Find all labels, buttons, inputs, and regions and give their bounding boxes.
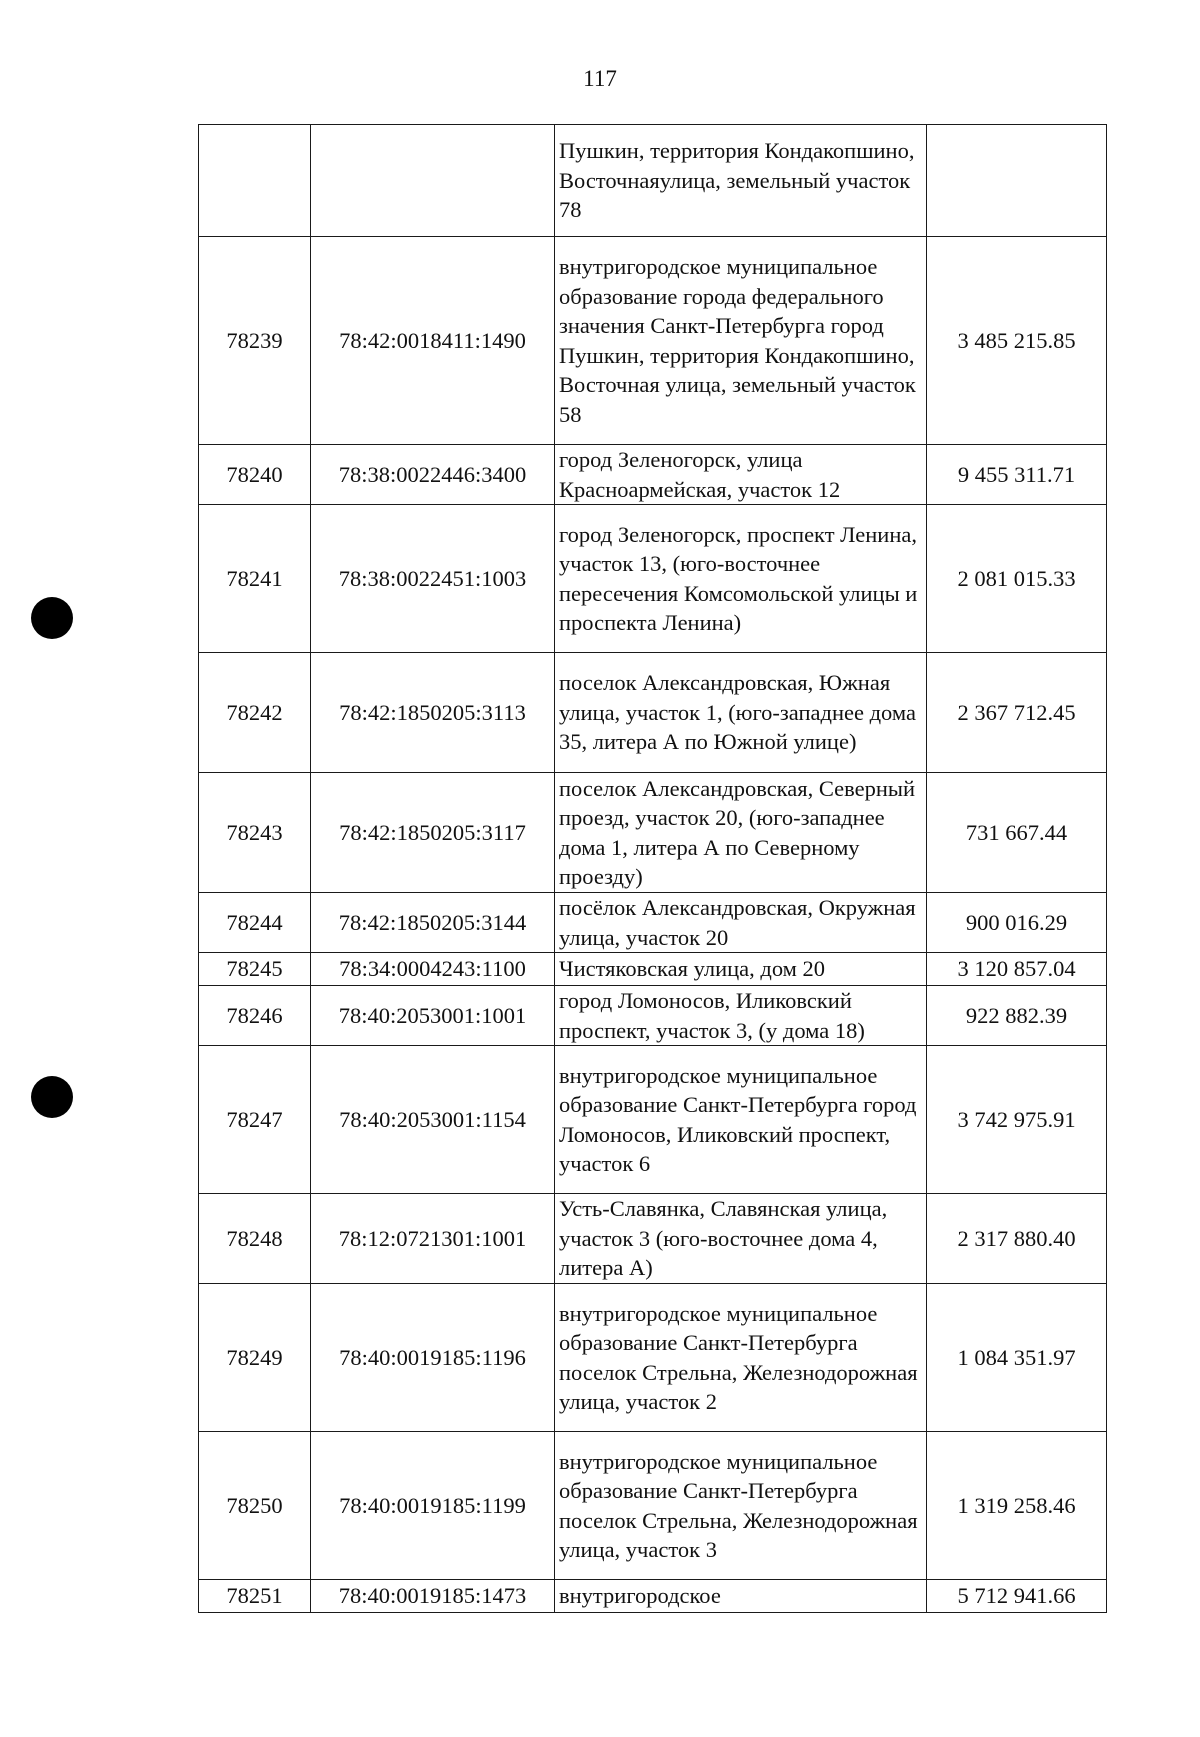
punch-hole [31, 1076, 73, 1118]
cadastral-value-table [198, 124, 1107, 1613]
cadastral-value [927, 125, 1107, 237]
cadastral-value: 9 455 311.71 [927, 445, 1107, 505]
address: внутригородское муниципальное образование города федерального значения Санкт-Петербурга город Пушкин, территория Кондакопшино, Восточная улица, земельный участок 58 [555, 237, 927, 445]
row-number: 78249 [199, 1284, 311, 1432]
cadastral-value: 3 485 215.85 [927, 237, 1107, 445]
address: поселок Александровская, Южная улица, участок 1, (юго-западнее дома 35, литера А по Южной улице) [555, 653, 927, 773]
address: Усть-Славянка, Славянская улица, участок 3 (юго-восточнее дома 4, литера А) [555, 1194, 927, 1284]
row-number: 78251 [199, 1580, 311, 1613]
row-number: 78245 [199, 953, 311, 986]
address: посёлок Александровская, Окружная улица, участок 20 [555, 893, 927, 953]
cadastral-value: 1 084 351.97 [927, 1284, 1107, 1432]
cadastral-number [311, 125, 555, 237]
row-number: 78241 [199, 505, 311, 653]
cadastral-value: 3 742 975.91 [927, 1046, 1107, 1194]
row-number: 78240 [199, 445, 311, 505]
table-row [199, 505, 1107, 653]
address: поселок Александровская, Северный проезд, участок 20, (юго-западнее дома 1, литера А по Северному проезду) [555, 773, 927, 893]
row-number: 78244 [199, 893, 311, 953]
table-row [199, 953, 1107, 986]
table-row [199, 125, 1107, 237]
table-row [199, 445, 1107, 505]
row-number: 78250 [199, 1432, 311, 1580]
table-row [199, 237, 1107, 445]
cadastral-number: 78:42:1850205:3117 [311, 773, 555, 893]
cadastral-number: 78:40:0019185:1196 [311, 1284, 555, 1432]
cadastral-value: 2 367 712.45 [927, 653, 1107, 773]
table-row [199, 1284, 1107, 1432]
cadastral-number: 78:40:2053001:1001 [311, 986, 555, 1046]
table-row [199, 1432, 1107, 1580]
row-number [199, 125, 311, 237]
table-row [199, 1046, 1107, 1194]
punch-hole [31, 597, 73, 639]
cadastral-number: 78:40:0019185:1199 [311, 1432, 555, 1580]
cadastral-number: 78:38:0022446:3400 [311, 445, 555, 505]
cadastral-number: 78:40:0019185:1473 [311, 1580, 555, 1613]
cadastral-number: 78:42:1850205:3144 [311, 893, 555, 953]
cadastral-value: 3 120 857.04 [927, 953, 1107, 986]
row-number: 78243 [199, 773, 311, 893]
table-row [199, 1580, 1107, 1613]
row-number: 78246 [199, 986, 311, 1046]
cadastral-value: 5 712 941.66 [927, 1580, 1107, 1613]
address: город Зеленогорск, улица Красноармейская, участок 12 [555, 445, 927, 505]
table-row [199, 773, 1107, 893]
table-row [199, 653, 1107, 773]
address: внутригородское муниципальное образование Санкт-Петербурга поселок Стрельна, Железнодорожная улица, участок 3 [555, 1432, 927, 1580]
table-row [199, 893, 1107, 953]
address: внутригородское муниципальное образование Санкт-Петербурга город Ломоносов, Иликовский проспект, участок 6 [555, 1046, 927, 1194]
address: внутригородское [555, 1580, 927, 1613]
cadastral-value: 731 667.44 [927, 773, 1107, 893]
row-number: 78239 [199, 237, 311, 445]
page-number: 117 [583, 66, 617, 91]
row-number: 78248 [199, 1194, 311, 1284]
address: Пушкин, территория Кондакопшино, Восточнаяулица, земельный участок 78 [555, 125, 927, 237]
cadastral-number: 78:42:1850205:3113 [311, 653, 555, 773]
cadastral-number: 78:38:0022451:1003 [311, 505, 555, 653]
cadastral-value: 900 016.29 [927, 893, 1107, 953]
cadastral-value: 2 081 015.33 [927, 505, 1107, 653]
cadastral-number: 78:40:2053001:1154 [311, 1046, 555, 1194]
cadastral-number: 78:34:0004243:1100 [311, 953, 555, 986]
address: город Ломоносов, Иликовский проспект, участок 3, (у дома 18) [555, 986, 927, 1046]
row-number: 78247 [199, 1046, 311, 1194]
cadastral-number: 78:42:0018411:1490 [311, 237, 555, 445]
address: внутригородское муниципальное образование Санкт-Петербурга поселок Стрельна, Железнодорожная улица, участок 2 [555, 1284, 927, 1432]
table-row [199, 986, 1107, 1046]
row-number: 78242 [199, 653, 311, 773]
address: город Зеленогорск, проспект Ленина, участок 13, (юго-восточнее пересечения Комсомольской улицы и проспекта Ленина) [555, 505, 927, 653]
cadastral-value: 922 882.39 [927, 986, 1107, 1046]
address: Чистяковская улица, дом 20 [555, 953, 927, 986]
cadastral-number: 78:12:0721301:1001 [311, 1194, 555, 1284]
table-row [199, 1194, 1107, 1284]
cadastral-value: 2 317 880.40 [927, 1194, 1107, 1284]
cadastral-value: 1 319 258.46 [927, 1432, 1107, 1580]
